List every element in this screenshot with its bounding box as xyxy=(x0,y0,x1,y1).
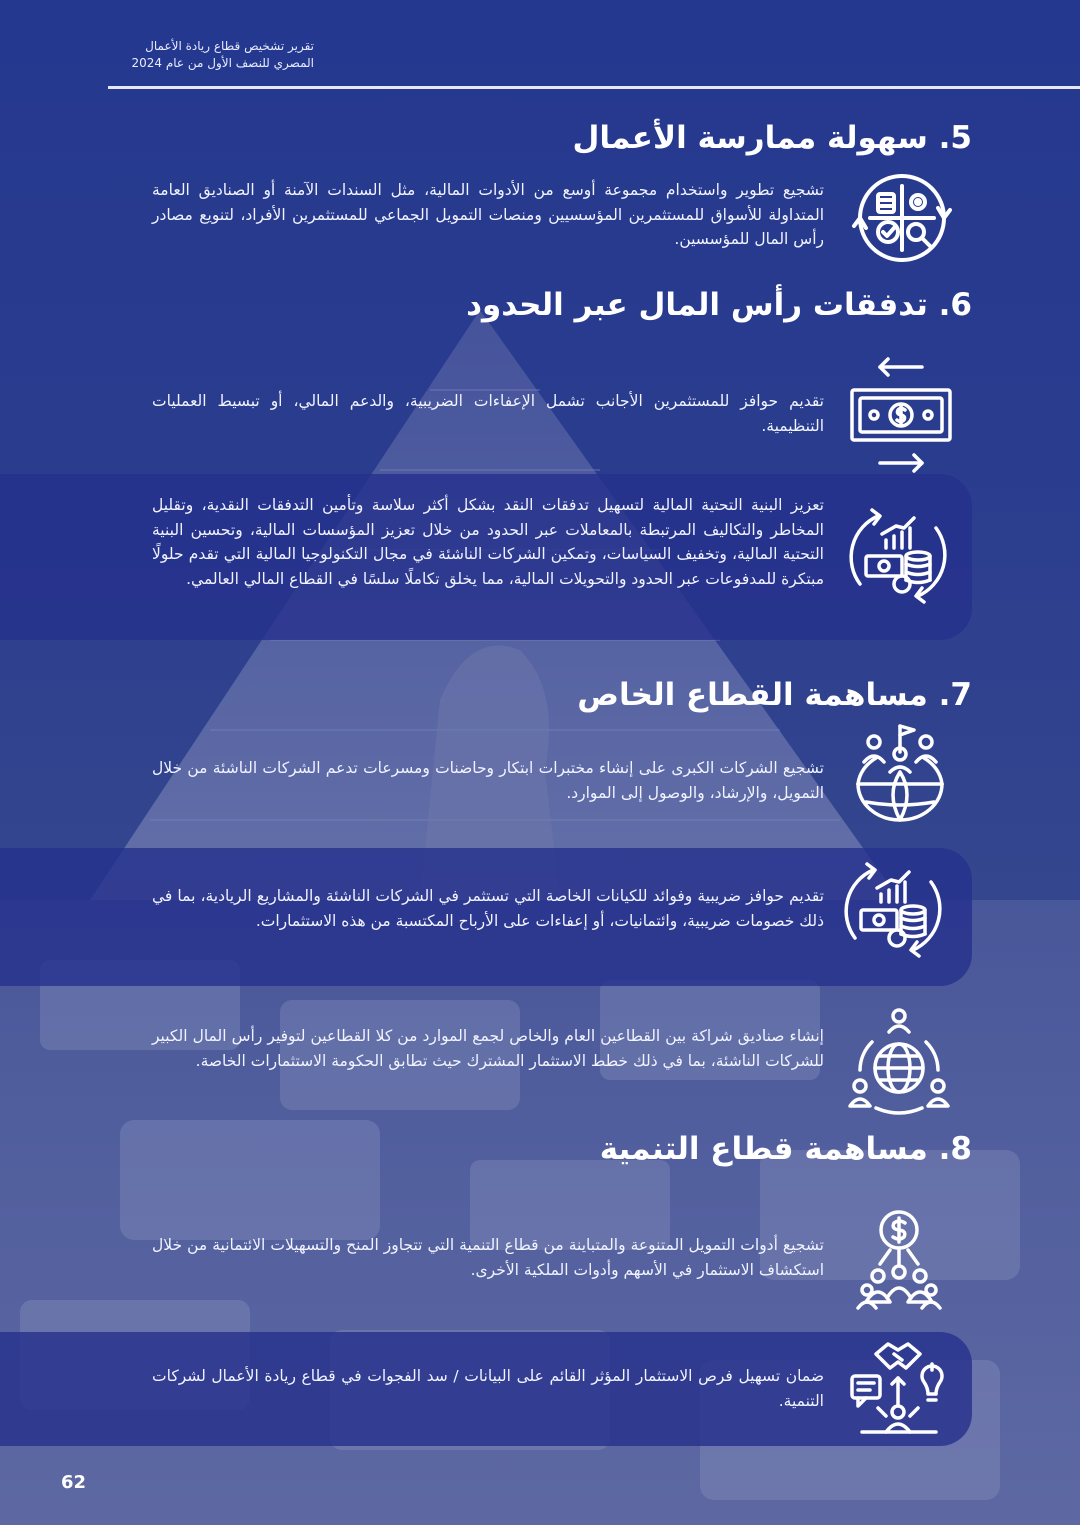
section-8-item-1-text: تشجيع أدوات التمويل المتنوعة والمتباينة من قطاع التنمية التي تتجاوز المنح والتسهيلات الائتمانية من خلال استكشاف الاستثمار في الأسهم وأدوات الملكية الأخرى. xyxy=(152,1236,824,1279)
section-7-item-2-text: تقديم حوافز ضريبية وفوائد للكيانات الخاصة التي تستثمر في الشركات الناشئة والمشاريع الريادية، بما في ذلك خصومات ضريبية، وائتمانيات، أو إعفاءات على الأرباح المكتسبة من هذه الاستثمارات. xyxy=(152,887,824,930)
report-title-line2: المصري للنصف الأول من عام 2024 xyxy=(131,56,314,70)
page-number: 62 xyxy=(61,1472,87,1493)
report-header xyxy=(108,38,314,72)
section-7-item-3-text: إنشاء صناديق شراكة بين القطاعين العام والخاص لجمع الموارد من كلا القطاعين لتوفير رأس المال الكبير للشركات الناشئة، بما في ذلك خطط الاستثمار المشترك حيث تطابق الحكومة الاستثمارات الخاصة. xyxy=(152,1027,824,1070)
financial-growth-icon xyxy=(843,860,943,960)
section-6-item-2-text: تعزيز البنية التحتية المالية لتسهيل تدفقات النقد بشكل أكثر سلاسة وتأمين التدفقات النقدية، وتقليل المخاطر والتكاليف المرتبطة بالمعاملات عبر الحدود من خلال تعزيز المؤسسات المالية، وتحسين البنية التحتية المالية، وتخفيف السياسات، وتمكين الشركات الناشئة في مجال التكنولوجيا المالية التي تقدم حلولًا مبتكرة للمدفوعات عبر الحدود والتحويلات المالية، مما يخلق تكاملًا سلسًا في القطاع المالي العالمي. xyxy=(152,496,824,588)
collaboration-icon xyxy=(848,1338,950,1438)
section-8-item-2-text: ضمان تسهيل فرص الاستثمار المؤثر القائم على البيانات / سد الفجوات في قطاع ريادة الأعمال لشركات التنمية. xyxy=(152,1367,824,1410)
section-6-heading: 6. تدفقات رأس المال عبر الحدود xyxy=(466,287,972,323)
section-8-heading: 8. مساهمة قطاع التنمية xyxy=(599,1131,972,1167)
report-title-line1: تقرير تشخيص قطاع ريادة الأعمال xyxy=(145,39,314,53)
process-gears-icon xyxy=(852,168,952,268)
financial-growth-icon xyxy=(848,506,948,606)
global-network-icon xyxy=(846,1006,952,1114)
funding-people-icon xyxy=(856,1208,942,1312)
global-team-icon xyxy=(850,722,950,822)
section-5-item-1-text: تشجيع تطوير واستخدام مجموعة أوسع من الأدوات المالية، مثل السندات الآمنة أو الصناديق العامة المتداولة للأسواق للمستثمرين المؤسسيين ومنصات التمويل الجماعي للمستثمرين الأفراد، لتنويع مصادر رأس المال للمؤسسين. xyxy=(152,181,824,248)
section-6-item-1-text: تقديم حوافز للمستثمرين الأجانب تشمل الإعفاءات الضريبية، والدعم المالي، أو تبسيط العمليات التنظيمية. xyxy=(152,392,824,435)
money-exchange-icon xyxy=(850,352,952,476)
section-7-heading: 7. مساهمة القطاع الخاص xyxy=(577,677,972,713)
section-7-item-1-text: تشجيع الشركات الكبرى على إنشاء مختبرات ابتكار وحاضنات ومسرعات تدعم الشركات الناشئة من خلال التمويل، والإرشاد، والوصول إلى الموارد. xyxy=(152,759,824,802)
header-divider xyxy=(108,86,1080,89)
section-5-heading: 5. سهولة ممارسة الأعمال xyxy=(572,120,972,156)
